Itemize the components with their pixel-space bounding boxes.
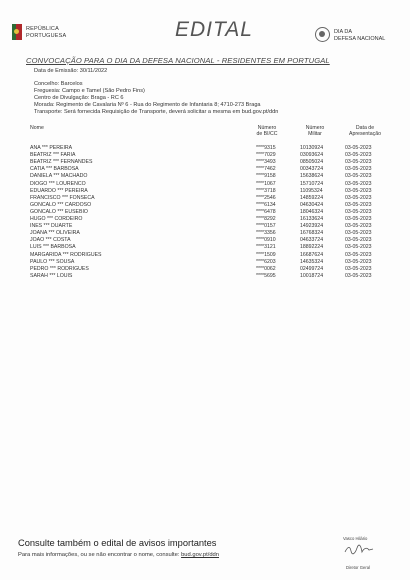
- table-row: [0, 209, 410, 216]
- portuguese-flag-icon: [12, 24, 22, 40]
- table-row: [0, 259, 410, 266]
- row-name: JOAO *** COSTA: [30, 237, 71, 244]
- row-bi: ****6478: [256, 208, 276, 215]
- logo-right-line2: DEFESA NACIONAL: [334, 36, 386, 42]
- header-date-line2: Apresentação: [348, 131, 381, 137]
- row-date: 03-05-2023: [345, 173, 372, 180]
- row-date: 03-05-2023: [345, 194, 372, 201]
- row-militar: 15710724: [300, 180, 324, 187]
- table-row: [0, 230, 410, 237]
- header-bi-line1: Número: [257, 125, 277, 131]
- row-name: INES *** DUARTE: [30, 223, 73, 230]
- table-row: [0, 252, 410, 259]
- row-bi: ****3121: [256, 244, 276, 251]
- row-name: SARAH *** LOUIS: [30, 272, 73, 279]
- row-date: 03-05-2023: [345, 258, 372, 265]
- freguesia-line: Freguesia: Campo e Tamel (São Pedro Fins): [34, 88, 145, 94]
- logo-left-line2: PORTUGUESA: [26, 33, 67, 39]
- row-name: PEDRO *** RODRIGUES: [30, 265, 89, 272]
- row-date: 03-05-2023: [345, 208, 372, 215]
- row-bi: ****6134: [256, 201, 276, 208]
- row-militar: 00343724: [300, 166, 324, 173]
- header-date-line1: Data de: [355, 125, 375, 131]
- table-row: [0, 159, 410, 166]
- row-name: CATIA *** BARBOSA: [30, 166, 79, 173]
- signer-role: Diretor Geral: [346, 565, 370, 570]
- row-date: 03-05-2023: [345, 230, 372, 237]
- header-name: Nome: [30, 125, 44, 131]
- row-name: EDUARDO *** PEREIRA: [30, 187, 88, 194]
- table-row: [0, 166, 410, 173]
- table-row: [0, 273, 410, 280]
- row-date: 03-05-2023: [345, 237, 372, 244]
- header-mil-line2: Militar: [308, 131, 322, 137]
- row-bi: ****3356: [256, 230, 276, 237]
- table-row: [0, 181, 410, 188]
- ddn-link[interactable]: bud.gov.pt/ddn: [181, 552, 219, 558]
- row-militar: 16687624: [300, 251, 324, 258]
- row-bi: ****7029: [256, 152, 276, 159]
- table-row: [0, 188, 410, 195]
- row-bi: ****3718: [256, 187, 276, 194]
- morada-line: Morada: Regimento de Cavalaria Nº 6 - Rua do Regimento de Infantaria 8; 4710-273 Braga: [34, 102, 261, 108]
- emission-date: Data de Emissão: 30/11/2022: [34, 68, 108, 74]
- table-row: [0, 195, 410, 202]
- row-name: MARGARIDA *** RODRIGUES: [30, 251, 102, 258]
- row-name: BEATRIZ *** FARIA: [30, 152, 76, 159]
- republica-portuguesa-logo: [12, 22, 92, 44]
- row-bi: ****3493: [256, 159, 276, 166]
- row-militar: 03093624: [300, 152, 324, 159]
- row-name: GONCALO *** CARDOSO: [30, 201, 92, 208]
- header-date: [343, 125, 387, 137]
- concelho-line: Concelho: Barcelos: [34, 81, 83, 87]
- convocation-heading: CONVOCAÇÃO PARA O DIA DA DEFESA NACIONAL - RESIDENTES EM PORTUGAL: [26, 56, 330, 65]
- row-date: 03-05-2023: [345, 216, 372, 222]
- row-militar: 04630424: [300, 201, 324, 208]
- row-bi: ****8292: [256, 216, 276, 222]
- table-row: [0, 216, 410, 223]
- row-name: FRANCISCO *** FONSECA: [30, 194, 95, 201]
- table-row: [0, 266, 410, 273]
- table-row: [0, 202, 410, 209]
- header-bi-line2: de BI/CC: [256, 131, 278, 137]
- table-row: [0, 145, 410, 152]
- row-militar: 18046324: [300, 208, 324, 215]
- signature-icon: [343, 544, 375, 556]
- row-date: 03-05-2023: [345, 244, 372, 251]
- row-militar: 18892224: [300, 244, 324, 251]
- row-date: 03-05-2023: [345, 159, 372, 166]
- row-date: 03-05-2023: [345, 272, 372, 279]
- row-date: 03-05-2023: [345, 265, 372, 272]
- row-militar: 14923924: [300, 223, 324, 230]
- row-date: 03-05-2023: [345, 201, 372, 208]
- more-info-text: Para mais informações, ou se não encontrar o nome, consulte:: [18, 552, 180, 558]
- row-militar: 10130924: [300, 145, 324, 151]
- row-militar: 02499724: [300, 265, 324, 272]
- table-row: [0, 173, 410, 180]
- dia-defesa-nacional-logo: [315, 26, 395, 46]
- transporte-line: Transporte: Será fornecida Requisição de Transporte, deverá solicitar a mesma em bud.gov.pt/ddn: [34, 109, 279, 115]
- logo-left-line1: REPÚBLICA: [26, 26, 59, 32]
- table-row: [0, 152, 410, 159]
- row-name: BEATRIZ *** FERNANDES: [30, 159, 93, 166]
- row-militar: 16768324: [300, 230, 324, 237]
- row-militar: 14635324: [300, 258, 324, 265]
- signer-name: Vasco Hilário: [343, 536, 368, 541]
- table-row: [0, 244, 410, 251]
- row-bi: ****1067: [256, 180, 276, 187]
- table-row: [0, 223, 410, 230]
- row-date: 03-05-2023: [345, 223, 372, 230]
- row-name: JOANA *** OLIVEIRA: [30, 230, 80, 237]
- row-date: 03-05-2023: [345, 152, 372, 159]
- row-name: GONCALO *** EUSEBIO: [30, 208, 88, 215]
- row-militar: 10018724: [300, 272, 324, 279]
- consulte-heading: Consulte também o edital de avisos importantes: [18, 538, 217, 548]
- row-date: 03-05-2023: [345, 145, 372, 151]
- header-bi: [252, 125, 282, 137]
- header-militar: [298, 125, 332, 137]
- row-militar: 16133624: [300, 216, 324, 222]
- centro-line: Centro de Divulgação: Braga - RC 6: [34, 95, 124, 101]
- row-bi: ****6203: [256, 258, 276, 265]
- row-name: PAULO *** SOUSA: [30, 258, 75, 265]
- row-militar: 04633724: [300, 237, 324, 244]
- more-info-line: [18, 552, 219, 558]
- page-title: EDITAL: [175, 18, 253, 41]
- row-bi: ****2546: [256, 194, 276, 201]
- ddn-seal-icon: [315, 27, 330, 42]
- header-mil-line1: Número: [305, 125, 325, 131]
- row-bi: ****1509: [256, 251, 276, 258]
- row-name: DIOGO *** LOURENCO: [30, 180, 86, 187]
- row-bi: ****9158: [256, 173, 276, 180]
- row-bi: ****9315: [256, 145, 276, 151]
- row-bi: ****5695: [256, 272, 276, 279]
- row-militar: 08505024: [300, 159, 324, 166]
- row-name: HUGO *** CORDEIRO: [30, 216, 83, 222]
- row-name: LUIS *** BARBOSA: [30, 244, 76, 251]
- row-bi: ****7462: [256, 166, 276, 173]
- row-date: 03-05-2023: [345, 166, 372, 173]
- row-name: ANA *** PEREIRA: [30, 145, 73, 151]
- row-date: 03-05-2023: [345, 251, 372, 258]
- row-militar: 15638624: [300, 173, 324, 180]
- table-row: [0, 237, 410, 244]
- row-militar: 14859224: [300, 194, 324, 201]
- row-name: DANIELA *** MACHADO: [30, 173, 88, 180]
- logo-right-line1: DIA DA: [334, 29, 353, 35]
- row-bi: ****0910: [256, 237, 276, 244]
- row-date: 03-05-2023: [345, 180, 372, 187]
- row-bi: ****0157: [256, 223, 276, 230]
- row-militar: 11095324: [300, 187, 323, 194]
- row-bi: ****0062: [256, 265, 276, 272]
- row-date: 03-05-2023: [345, 187, 372, 194]
